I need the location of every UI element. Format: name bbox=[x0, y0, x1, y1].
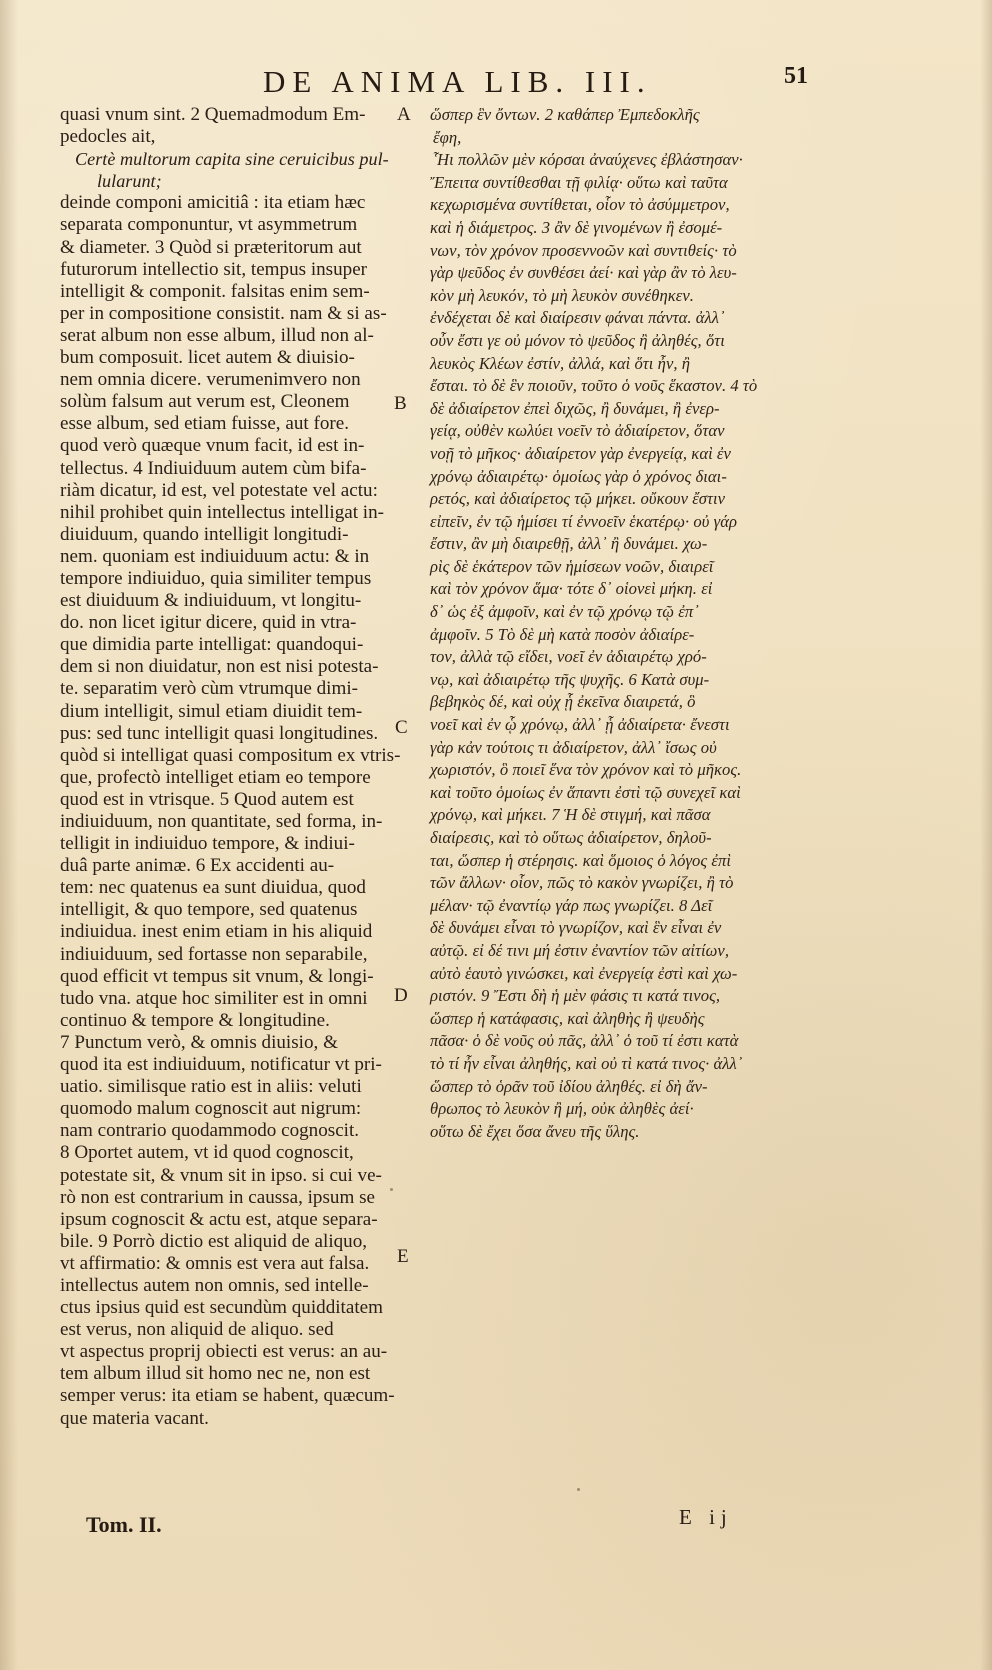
latin-line: quomodo malum cognoscit aut nigrum: bbox=[60, 1098, 362, 1120]
latin-line: bum composuit. licet autem & diuisio- bbox=[60, 347, 355, 369]
greek-line: Ἧι πολλῶν μὲν κόρσαι ἀναύχενες ἐβλάστησαν· bbox=[433, 150, 743, 170]
latin-line: tellectus. 4 Indiuiduum autem cùm bifa- bbox=[60, 457, 367, 479]
greek-line: τον, ἀλλὰ τῷ εἴδει, νοεῖ ἐν ἀδιαιρέτῳ χρό- bbox=[430, 647, 707, 667]
greek-line: γὰρ κἀν τούτοις τι ἀδιαίρετον, ἀλλ᾽ ἴσως οὐ bbox=[430, 737, 717, 757]
greek-line: θρωπος τὸ λευκὸν ἢ μή, οὐκ ἀληθὲς ἀεί· bbox=[430, 1099, 694, 1119]
latin-line: rò non est contrarium in caussa, ipsum se bbox=[60, 1186, 375, 1208]
latin-verse-line: Certè multorum capita sine ceruicibus pul- bbox=[75, 149, 389, 170]
greek-line: κεχωρισμένα συντίθεται, οἷον τὸ ἀσύμμετρον, bbox=[430, 195, 730, 215]
latin-line: indiuiduum, non quantitate, sed forma, in- bbox=[60, 811, 383, 832]
latin-line: per in compositione consistit. nam & si as- bbox=[60, 302, 387, 324]
greek-line: ἔστιν, ἂν μὴ διαιρεθῇ, ἀλλ᾽ ἢ δυνάμει. χω- bbox=[430, 534, 708, 554]
latin-line: est diuiduum & indiuiduum, vt longitu- bbox=[60, 590, 362, 612]
latin-line: semper verus: ita etiam se habent, quæcum- bbox=[60, 1385, 395, 1407]
margin-letter-c: C bbox=[395, 717, 408, 738]
greek-line: κὸν μὴ λευκόν, τὸ μὴ λευκὸν συνέθηκεν. bbox=[430, 285, 694, 305]
greek-text-column bbox=[430, 104, 790, 1166]
greek-line: χρόνῳ ἀδιαιρέτῳ· ὁμοίως γὰρ ὁ χρόνος διαι- bbox=[430, 466, 727, 486]
latin-line: 8 Oportet autem, vt id quod cognoscit, bbox=[60, 1142, 354, 1164]
latin-line: intelligit, & quo tempore, sed quatenus bbox=[60, 899, 358, 921]
greek-line: ται, ὥσπερ ἡ στέρησις. καὶ ὅμοιος ὁ λόγος ἐπὶ bbox=[430, 850, 731, 870]
latin-line: diuiduum, quando intelligit longitudi- bbox=[60, 523, 349, 545]
running-head: DE ANIMA LIB. III. bbox=[263, 64, 652, 99]
latin-line: duâ parte animæ. 6 Ex accidenti au- bbox=[60, 855, 335, 877]
latin-line: esse album, sed etiam fuisse, aut fore. bbox=[60, 413, 349, 435]
margin-letter-a: A bbox=[397, 104, 411, 125]
greek-line: δὲ ἀδιαίρετον ἐπεὶ διχῶς, ἢ δυνάμει, ἢ ἐνερ- bbox=[430, 398, 720, 418]
latin-line: indiuiduum, sed fortasse non separabile, bbox=[60, 943, 368, 965]
greek-line: ὥσπερ ἡ κατάφασις, καὶ ἀληθὴς ἢ ψευδὴς bbox=[430, 1008, 705, 1028]
margin-letter-b: B bbox=[394, 393, 407, 414]
ink-speck bbox=[577, 1488, 580, 1491]
margin-letter-d: D bbox=[394, 985, 408, 1006]
greek-line: καὶ τοῦτο ὁμοίως ἐν ἅπαντι ἐστὶ τῷ συνεχεῖ καὶ bbox=[430, 782, 741, 802]
latin-line: continuo & tempore & longitudine. bbox=[60, 1009, 330, 1031]
latin-line: est verus, non aliquid de aliquo. sed bbox=[60, 1319, 334, 1341]
latin-line: quod est in vtrisque. 5 Quod autem est bbox=[60, 788, 354, 810]
latin-line: pus: sed tunc intelligit quasi longitudines. bbox=[60, 722, 379, 744]
latin-line: vt affirmatio: & omnis est vera aut falsa. bbox=[60, 1252, 370, 1274]
greek-line: ρετός, καὶ ἀδιαίρετος τῷ μήκει. οὔκουν ἔστιν bbox=[430, 489, 726, 509]
greek-line: ρὶς δὲ ἑκάτερον τῶν ἡμίσεων νοῶν, διαιρεῖ bbox=[430, 556, 714, 576]
latin-line: dem si non diuidatur, non est nisi potesta- bbox=[60, 656, 379, 678]
latin-line: indiuidua. inest enim etiam in his aliquid bbox=[60, 921, 373, 943]
latin-line: quòd si intelligat quasi compositum ex vtris- bbox=[60, 744, 401, 766]
latin-text-column bbox=[60, 104, 401, 1430]
latin-line: separata componuntur, vt asymmetrum bbox=[60, 214, 358, 236]
latin-line: quod efficit vt tempus sit vnum, & longi- bbox=[60, 965, 374, 987]
greek-line: ὥσπερ ἓν ὄντων. 2 καθάπερ Ἐμπεδοκλῆς bbox=[430, 105, 700, 124]
greek-line: ἐνδέχεται δὲ καὶ διαίρεσιν φάναι πάντα. ἀλλ᾽ bbox=[430, 308, 725, 328]
greek-line bbox=[430, 1143, 790, 1166]
greek-line: εἰπεῖν, ἐν τῷ ἡμίσει τί ἐννοεῖν ἑκατέρῳ· οὐ γάρ bbox=[430, 511, 738, 531]
page-shadow-left bbox=[0, 0, 18, 1670]
greek-line: νων, τὸν χρόνον προσεννοῶν καὶ συντιθείς· τὸ bbox=[430, 240, 737, 260]
ink-speck bbox=[390, 1188, 393, 1191]
greek-line: αὐτὸ ἑαυτὸ γινώσκει, καὶ ἐνεργείᾳ ἐστὶ καὶ χω- bbox=[430, 963, 738, 983]
latin-line: riàm dicatur, id est, vel potestate vel actu: bbox=[60, 479, 378, 501]
latin-line: & diameter. 3 Quòd si præteritorum aut bbox=[60, 236, 362, 258]
greek-line: ριστόν. 9 Ἔστι δὴ ἡ μὲν φάσις τι κατά τινος, bbox=[430, 986, 721, 1006]
greek-line: τῶν ἄλλων· οἷον, πῶς τὸ κακὸν γνωρίζει, ἢ τὸ bbox=[430, 873, 734, 893]
latin-line: te. separatim verò cùm vtrumque dimi- bbox=[60, 678, 358, 700]
latin-line: potestate sit, & vnum sit in ipso. si cui ve- bbox=[60, 1164, 382, 1186]
latin-line: bile. 9 Porrò dictio est aliquid de aliquo, bbox=[60, 1230, 368, 1252]
greek-line: χρόνῳ, καὶ μήκει. 7 Ἡ δὲ στιγμή, καὶ πᾶσα bbox=[430, 805, 711, 825]
greek-line: πᾶσα· ὁ δὲ νοῦς οὐ πᾶς, ἀλλ᾽ ὁ τοῦ τί ἐστι κατὰ bbox=[430, 1031, 739, 1051]
greek-line: χωριστόν, ὃ ποιεῖ ἕνα τὸν χρόνον καὶ τὸ μῆκος. bbox=[430, 760, 742, 780]
latin-line: tem album illud sit homo nec ne, non est bbox=[60, 1363, 371, 1385]
latin-line: intellectus autem non omnis, sed intelle- bbox=[60, 1274, 369, 1296]
greek-line: μέλαν· τῷ ἐναντίῳ γάρ πως γνωρίζει. 8 Δεῖ bbox=[430, 895, 713, 915]
latin-line: nihil prohibet quin intellectus intelligat in- bbox=[60, 501, 385, 523]
latin-line: intelligit & componit. falsitas enim sem- bbox=[60, 280, 370, 302]
greek-line: δ᾽ ὡς ἐξ ἀμφοῖν, καὶ ἐν τῷ χρόνῳ τῷ ἐπ᾽ bbox=[430, 602, 699, 622]
latin-line: uatio. similisque ratio est in aliis: veluti bbox=[60, 1076, 362, 1098]
latin-line: nem omnia dicere. verumenimvero non bbox=[60, 369, 361, 391]
greek-line: ἔσται. τὸ δὲ ἓν ποιοῦν, τοῦτο ὁ νοῦς ἕκαστον. 4 τὸ bbox=[430, 376, 758, 396]
greek-line: βεβηκὸς δέ, καὶ οὐχ ᾗ ἐκεῖνα διαιρετά, ὃ bbox=[430, 692, 696, 712]
greek-line: δὲ δυνάμει εἶναι τὸ γνωρίζον, καὶ ἓν εἶναι ἐν bbox=[430, 918, 722, 938]
latin-line: quod verò quæque vnum facit, id est in- bbox=[60, 435, 365, 457]
greek-line: ὥσπερ τὸ ὁρᾶν τοῦ ἰδίου ἀληθές. εἰ δὴ ἄν- bbox=[430, 1076, 708, 1096]
latin-line: ctus ipsius quid est secundùm quidditatem bbox=[60, 1297, 383, 1319]
margin-letter-e: E bbox=[397, 1246, 409, 1267]
latin-line: telligit in indiuiduo tempore, & indiui- bbox=[60, 833, 355, 855]
greek-line: τὸ τί ἦν εἶναι ἀληθής, καὶ οὐ τὶ κατά τινος· ἀλλ᾽ bbox=[430, 1053, 743, 1073]
greek-line: διαίρεσις, καὶ τὸ οὕτως ἀδιαίρετον, δηλοῦ- bbox=[430, 828, 712, 847]
volume-footer: Tom. II. bbox=[86, 1512, 162, 1537]
latin-line: dium intelligit, simul etiam diuidit tem- bbox=[60, 700, 363, 722]
latin-line: tempore indiuiduo, quia similiter tempus bbox=[60, 567, 372, 589]
greek-line: οὕτω δὲ ἔχει ὅσα ἄνευ τῆς ὕλης. bbox=[430, 1121, 640, 1141]
greek-line: ἔφη, bbox=[433, 127, 462, 147]
greek-line: νῳ, καὶ ἀδιαιρέτῳ τῆς ψυχῆς. 6 Κατὰ συμ- bbox=[430, 669, 710, 689]
greek-line: νοῇ τὸ μῆκος· ἀδιαίρετον γὰρ ἐνεργείᾳ, καὶ ἐν bbox=[430, 443, 731, 463]
latin-line: que dimidia parte intelligat: quandoqui- bbox=[60, 634, 364, 656]
greek-line: ἀμφοῖν. 5 Τὸ δὲ μὴ κατὰ ποσὸν ἀδιαίρε- bbox=[430, 624, 695, 644]
greek-line: οὖν ἔστι γε οὐ μόνον τὸ ψεῦδος ἢ ἀληθές, ὅτι bbox=[430, 330, 725, 350]
greek-line: καὶ ἡ διάμετρος. 3 ἂν δὲ γινομένων ἢ ἐσομέ- bbox=[430, 217, 723, 237]
latin-line: vt aspectus proprij obiecti est verus: an au- bbox=[60, 1341, 388, 1363]
latin-line: ipsum cognoscit & actu est, atque separa- bbox=[60, 1208, 378, 1230]
greek-line: γὰρ ψεῦδος ἐν συνθέσει ἀεί· καὶ γὰρ ἂν τὸ λευ- bbox=[430, 263, 737, 283]
latin-line: do. non licet igitur dicere, quid in vtra- bbox=[60, 612, 357, 634]
latin-line: futurorum intellectio sit, tempus insuper bbox=[60, 258, 368, 280]
latin-line: tem: nec quatenus ea sunt diuidua, quod bbox=[60, 877, 366, 899]
latin-line: nem. quoniam est indiuiduum actu: & in bbox=[60, 545, 370, 567]
latin-line: deinde componi amicitiâ : ita etiam hæc bbox=[60, 192, 366, 214]
latin-line: que, profectò intelliget etiam eo tempore bbox=[60, 766, 371, 788]
greek-line: καὶ τὸν χρόνον ἅμα· τότε δ᾽ οἱονεὶ μήκη. εἰ bbox=[430, 579, 713, 599]
latin-line: solùm falsum aut verum est, Cleonem bbox=[60, 391, 350, 413]
latin-line: pedocles ait, bbox=[60, 126, 156, 148]
greek-line: νοεῖ καὶ ἐν ᾧ χρόνῳ, ἀλλ᾽ ᾗ ἀδιαίρετα· ἔνεστι bbox=[430, 715, 730, 735]
greek-line: γείᾳ, οὐθὲν κωλύει νοεῖν τὸ ἀδιαίρετον, ὅταν bbox=[430, 421, 725, 441]
signature-mark: E ij bbox=[679, 1505, 733, 1529]
latin-line: serat album non esse album, illud non al- bbox=[60, 324, 374, 346]
greek-line: Ἔπειτα συντίθεσθαι τῇ φιλίᾳ· οὕτω καὶ ταῦτα bbox=[430, 172, 728, 192]
latin-line: tudo vna. atque hoc similiter est in omni bbox=[60, 987, 368, 1009]
greek-line: λευκὸς Κλέων ἐστίν, ἀλλά, καὶ ὅτι ἦν, ἢ bbox=[430, 353, 691, 373]
page-shadow-right bbox=[980, 0, 992, 1670]
latin-line: que materia vacant. bbox=[60, 1407, 209, 1429]
latin-line: nam contrario quodammodo cognoscit. bbox=[60, 1120, 360, 1142]
latin-line: quod ita est indiuiduum, notificatur vt pri- bbox=[60, 1054, 382, 1076]
page-number: 51 bbox=[784, 63, 808, 89]
greek-line: αὐτῷ. εἰ δέ τινι μή ἐστιν ἐναντίον τῶν αἰτίων, bbox=[430, 940, 730, 960]
latin-line: quasi vnum sint. 2 Quemadmodum Em- bbox=[60, 104, 366, 125]
latin-line: 7 Punctum verò, & omnis diuisio, & bbox=[60, 1031, 338, 1053]
latin-verse-line: lularunt; bbox=[97, 171, 162, 192]
